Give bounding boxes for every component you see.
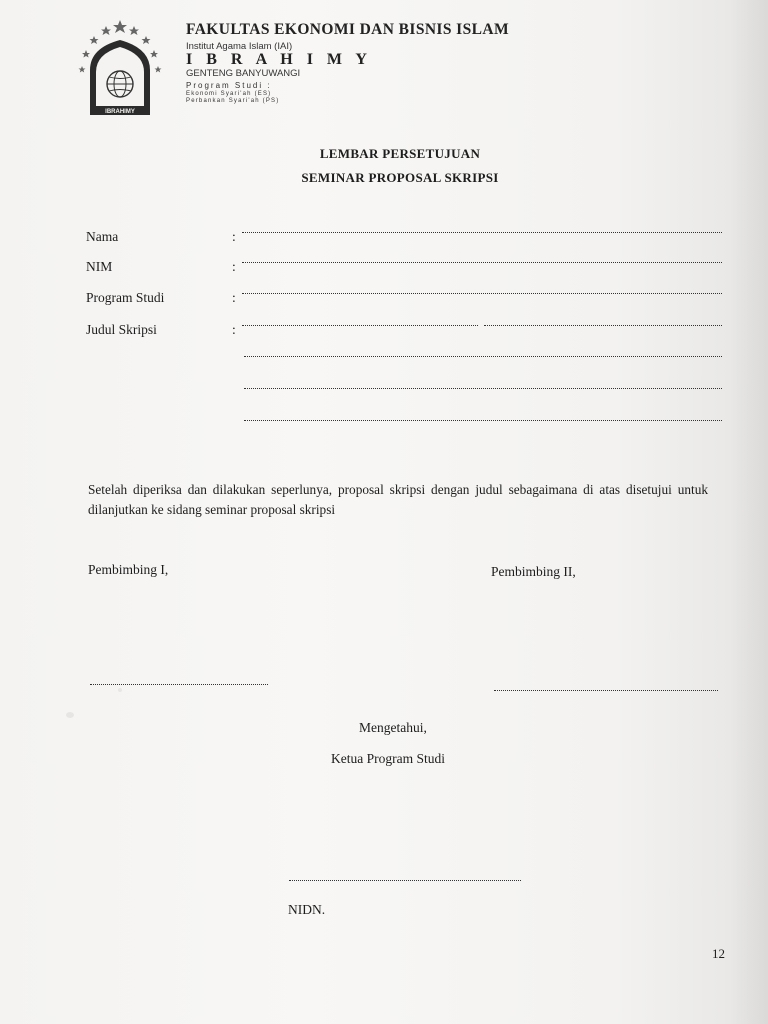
signature-line-ketua <box>289 878 521 881</box>
field-label-nim: NIM <box>86 259 113 274</box>
pembimbing-1-label: Pembimbing I, <box>88 562 169 577</box>
field-label-nama: Nama <box>86 229 119 244</box>
dotted-line-judul-4 <box>244 418 722 421</box>
approval-statement: Setelah diperiksa dan dilakukan seperlunya, proposal skripsi dengan judul sebagaimana di atas disetujui untuk dilanjutkan ke sidang seminar proposal skripsi <box>88 482 708 517</box>
dotted-line-nama <box>242 230 722 233</box>
letterhead <box>186 22 509 104</box>
scan-smudge <box>66 712 74 718</box>
field-colon: : <box>232 259 236 274</box>
university-name: I B R A H I M Y <box>186 51 372 68</box>
logo-text: IBRAHIMY <box>105 109 135 115</box>
dotted-line-judul-a <box>242 323 478 326</box>
mosque-crest-icon <box>74 18 166 118</box>
page-number: 12 <box>712 946 725 961</box>
document-title-line2: SEMINAR PROPOSAL SKRIPSI <box>301 170 499 185</box>
location-name: GENTENG BANYUWANGI <box>186 68 301 79</box>
pembimbing-2-label: Pembimbing II, <box>491 564 576 579</box>
institute-name: Institut Agama Islam (IAI) <box>186 40 293 52</box>
prodi-es: Ekonomi Syari'ah (ES) <box>186 90 272 97</box>
scan-smudge <box>118 688 122 692</box>
signature-line-pembimbing-2 <box>494 688 718 691</box>
prodi-ps: Perbankan Syari'ah (PS) <box>186 97 280 104</box>
dotted-line-judul-2 <box>244 354 722 357</box>
dotted-line-nim <box>242 260 722 263</box>
dotted-line-judul-3 <box>244 386 722 389</box>
dotted-line-program-studi <box>242 291 722 294</box>
signature-line-pembimbing-1 <box>90 682 268 685</box>
field-label-program-studi: Program Studi <box>86 290 165 305</box>
nidn-label: NIDN. <box>288 902 326 917</box>
document-title-line1: LEMBAR PERSETUJUAN <box>319 146 481 161</box>
mengetahui-label: Mengetahui, <box>359 720 427 735</box>
program-studi-label: Program Studi : <box>186 80 272 90</box>
field-label-judul-skripsi: Judul Skripsi <box>86 322 157 337</box>
ketua-program-studi-label: Ketua Program Studi <box>331 751 445 766</box>
faculty-name: FAKULTAS EKONOMI DAN BISNIS ISLAM <box>186 21 509 38</box>
field-colon: : <box>232 229 236 244</box>
field-colon: : <box>232 322 236 337</box>
dotted-line-judul-b <box>484 323 722 326</box>
field-colon: : <box>232 290 236 305</box>
